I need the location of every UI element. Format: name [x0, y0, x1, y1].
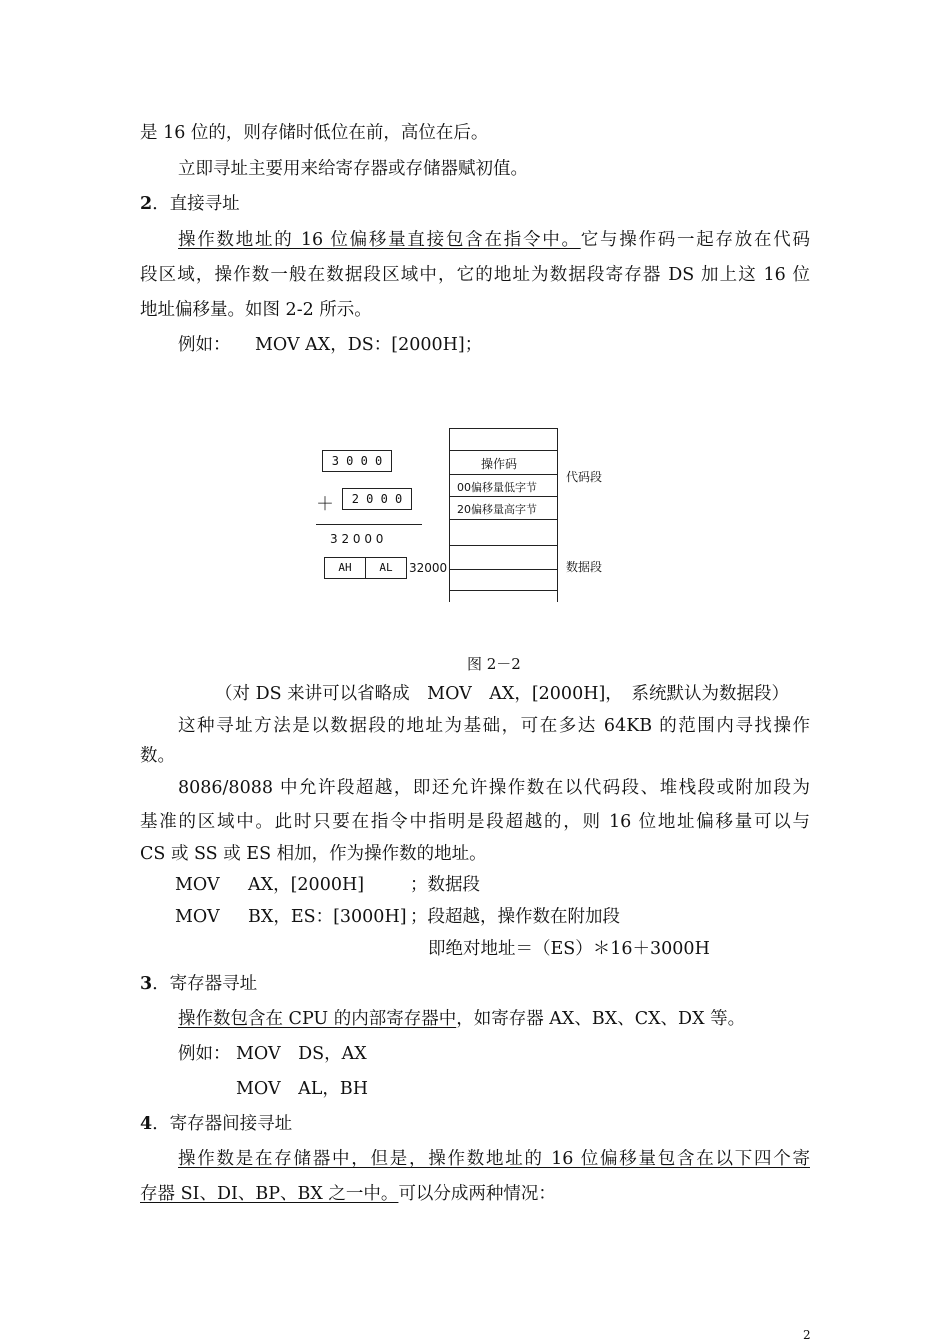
underlined-text: 操作数是在存储器中，但是，操作数地址的 16 位偏移量包含在以下四个寄: [178, 1149, 810, 1169]
address-label: 32000: [409, 561, 448, 575]
underlined-text: 操作数地址的 16 位偏移量直接包含在指令中。: [178, 230, 581, 250]
underlined-text: 存器 SI、DI、BP、BX 之一中。: [140, 1184, 399, 1204]
memory-row-line: [449, 496, 558, 497]
code-op: MOV: [175, 875, 220, 895]
memory-row-line: [449, 569, 558, 570]
paragraph-line: 段区域，操作数一般在数据段区域中，它的地址为数据段寄存器 DS 加上这 16 位: [140, 265, 810, 285]
paragraph-text: 可以分成两种情况：: [398, 1184, 556, 1204]
offset-value: 2 0 0 0: [351, 492, 403, 506]
plus-sign: ＋: [316, 494, 334, 515]
paragraph-line: CS 或 SS 或 ES 相加，作为操作数的地址。: [140, 844, 487, 864]
sum-line: [316, 524, 422, 525]
memory-cell-low-byte: 00偏移量低字节: [457, 481, 537, 494]
memory-row-line: [449, 519, 558, 520]
section-number: 4: [140, 1114, 153, 1134]
memory-left-border: [449, 428, 450, 602]
register-ah: AH: [338, 561, 352, 574]
paragraph-line: （对 DS 来讲可以省略成 MOV AX，[2000H]， 系统默认为数据段）: [215, 684, 790, 704]
paragraph-line: 这种寻址方法是以数据段的地址为基础，可在多达 64KB 的范围内寻找操作: [178, 716, 810, 736]
ds-value: 3 0 0 0: [331, 454, 383, 468]
paragraph-line: 8086/8088 中允许段超越，即还允许操作数在以代码段、堆栈段或附加段为: [178, 778, 810, 798]
memory-row-line: [449, 428, 558, 429]
example-code: MOV AX，DS：[2000H]；: [255, 335, 483, 355]
code-note: 即绝对地址＝（ES）＊16＋3000H: [428, 939, 710, 959]
section-title: ．寄存器间接寻址: [152, 1114, 293, 1134]
offset-value-box: [342, 488, 412, 510]
code-args: BX，ES：[3000H]: [248, 907, 407, 927]
section-number: 2: [140, 194, 153, 214]
section-heading-2: [140, 192, 240, 216]
data-segment-label: 数据段: [566, 560, 603, 574]
example-code: MOV AL，BH: [236, 1079, 368, 1099]
page-number: 2: [803, 1328, 811, 1342]
figure-caption: 图 2－2: [467, 655, 521, 673]
register-al: AL: [379, 561, 393, 574]
example-label: 例如：: [178, 1044, 231, 1064]
paragraph-line: 是 16 位的，则存储时低位在前，高位在后。: [140, 123, 489, 143]
paragraph-line: [178, 228, 810, 252]
memory-row-line: [449, 545, 558, 546]
underlined-text: 操作数包含在 CPU 的内部寄存器中: [178, 1009, 457, 1029]
code-args: AX，[2000H]: [248, 875, 365, 895]
memory-cell-high-byte: 20偏移量高字节: [457, 503, 537, 516]
ds-value-box: [322, 450, 392, 472]
paragraph-line: 立即寻址主要用来给寄存器或存储器赋初值。: [178, 159, 528, 179]
paragraph-line: 数。: [140, 746, 175, 766]
sum-value: 3 2 0 0 0: [330, 532, 384, 546]
paragraph-line: 地址偏移量。如图 2-2 所示。: [140, 300, 372, 320]
memory-row-line: [449, 590, 558, 591]
paragraph-text: ，如寄存器 AX、BX、CX、DX 等。: [456, 1009, 746, 1029]
register-al-box: [365, 557, 407, 579]
paragraph-line: [178, 1007, 745, 1031]
section-title: ．寄存器寻址: [152, 974, 258, 994]
code-comment: ；段超越，操作数在附加段: [410, 907, 620, 927]
example-code: MOV DS，AX: [236, 1044, 367, 1064]
section-number: 3: [140, 974, 153, 994]
example-label: 例如：: [178, 335, 231, 355]
section-heading-4: [140, 1112, 292, 1136]
section-heading-3: [140, 972, 257, 996]
register-ah-box: [324, 557, 366, 579]
memory-row-line: [449, 450, 558, 451]
paragraph-line: 基准的区域中。此时只要在指令中指明是段超越的，则 16 位地址偏移量可以与: [140, 812, 810, 832]
code-comment: ；数据段: [410, 875, 480, 895]
section-title: ．直接寻址: [152, 194, 240, 214]
paragraph-line: [178, 1147, 810, 1171]
paragraph-line: [140, 1182, 556, 1206]
memory-row-line: [449, 474, 558, 475]
code-op: MOV: [175, 907, 220, 927]
paragraph-text: 它与操作码一起存放在代码: [580, 230, 811, 250]
code-segment-label: 代码段: [566, 470, 603, 484]
memory-cell-opcode: 操作码: [481, 457, 518, 471]
memory-right-border: [557, 428, 558, 602]
